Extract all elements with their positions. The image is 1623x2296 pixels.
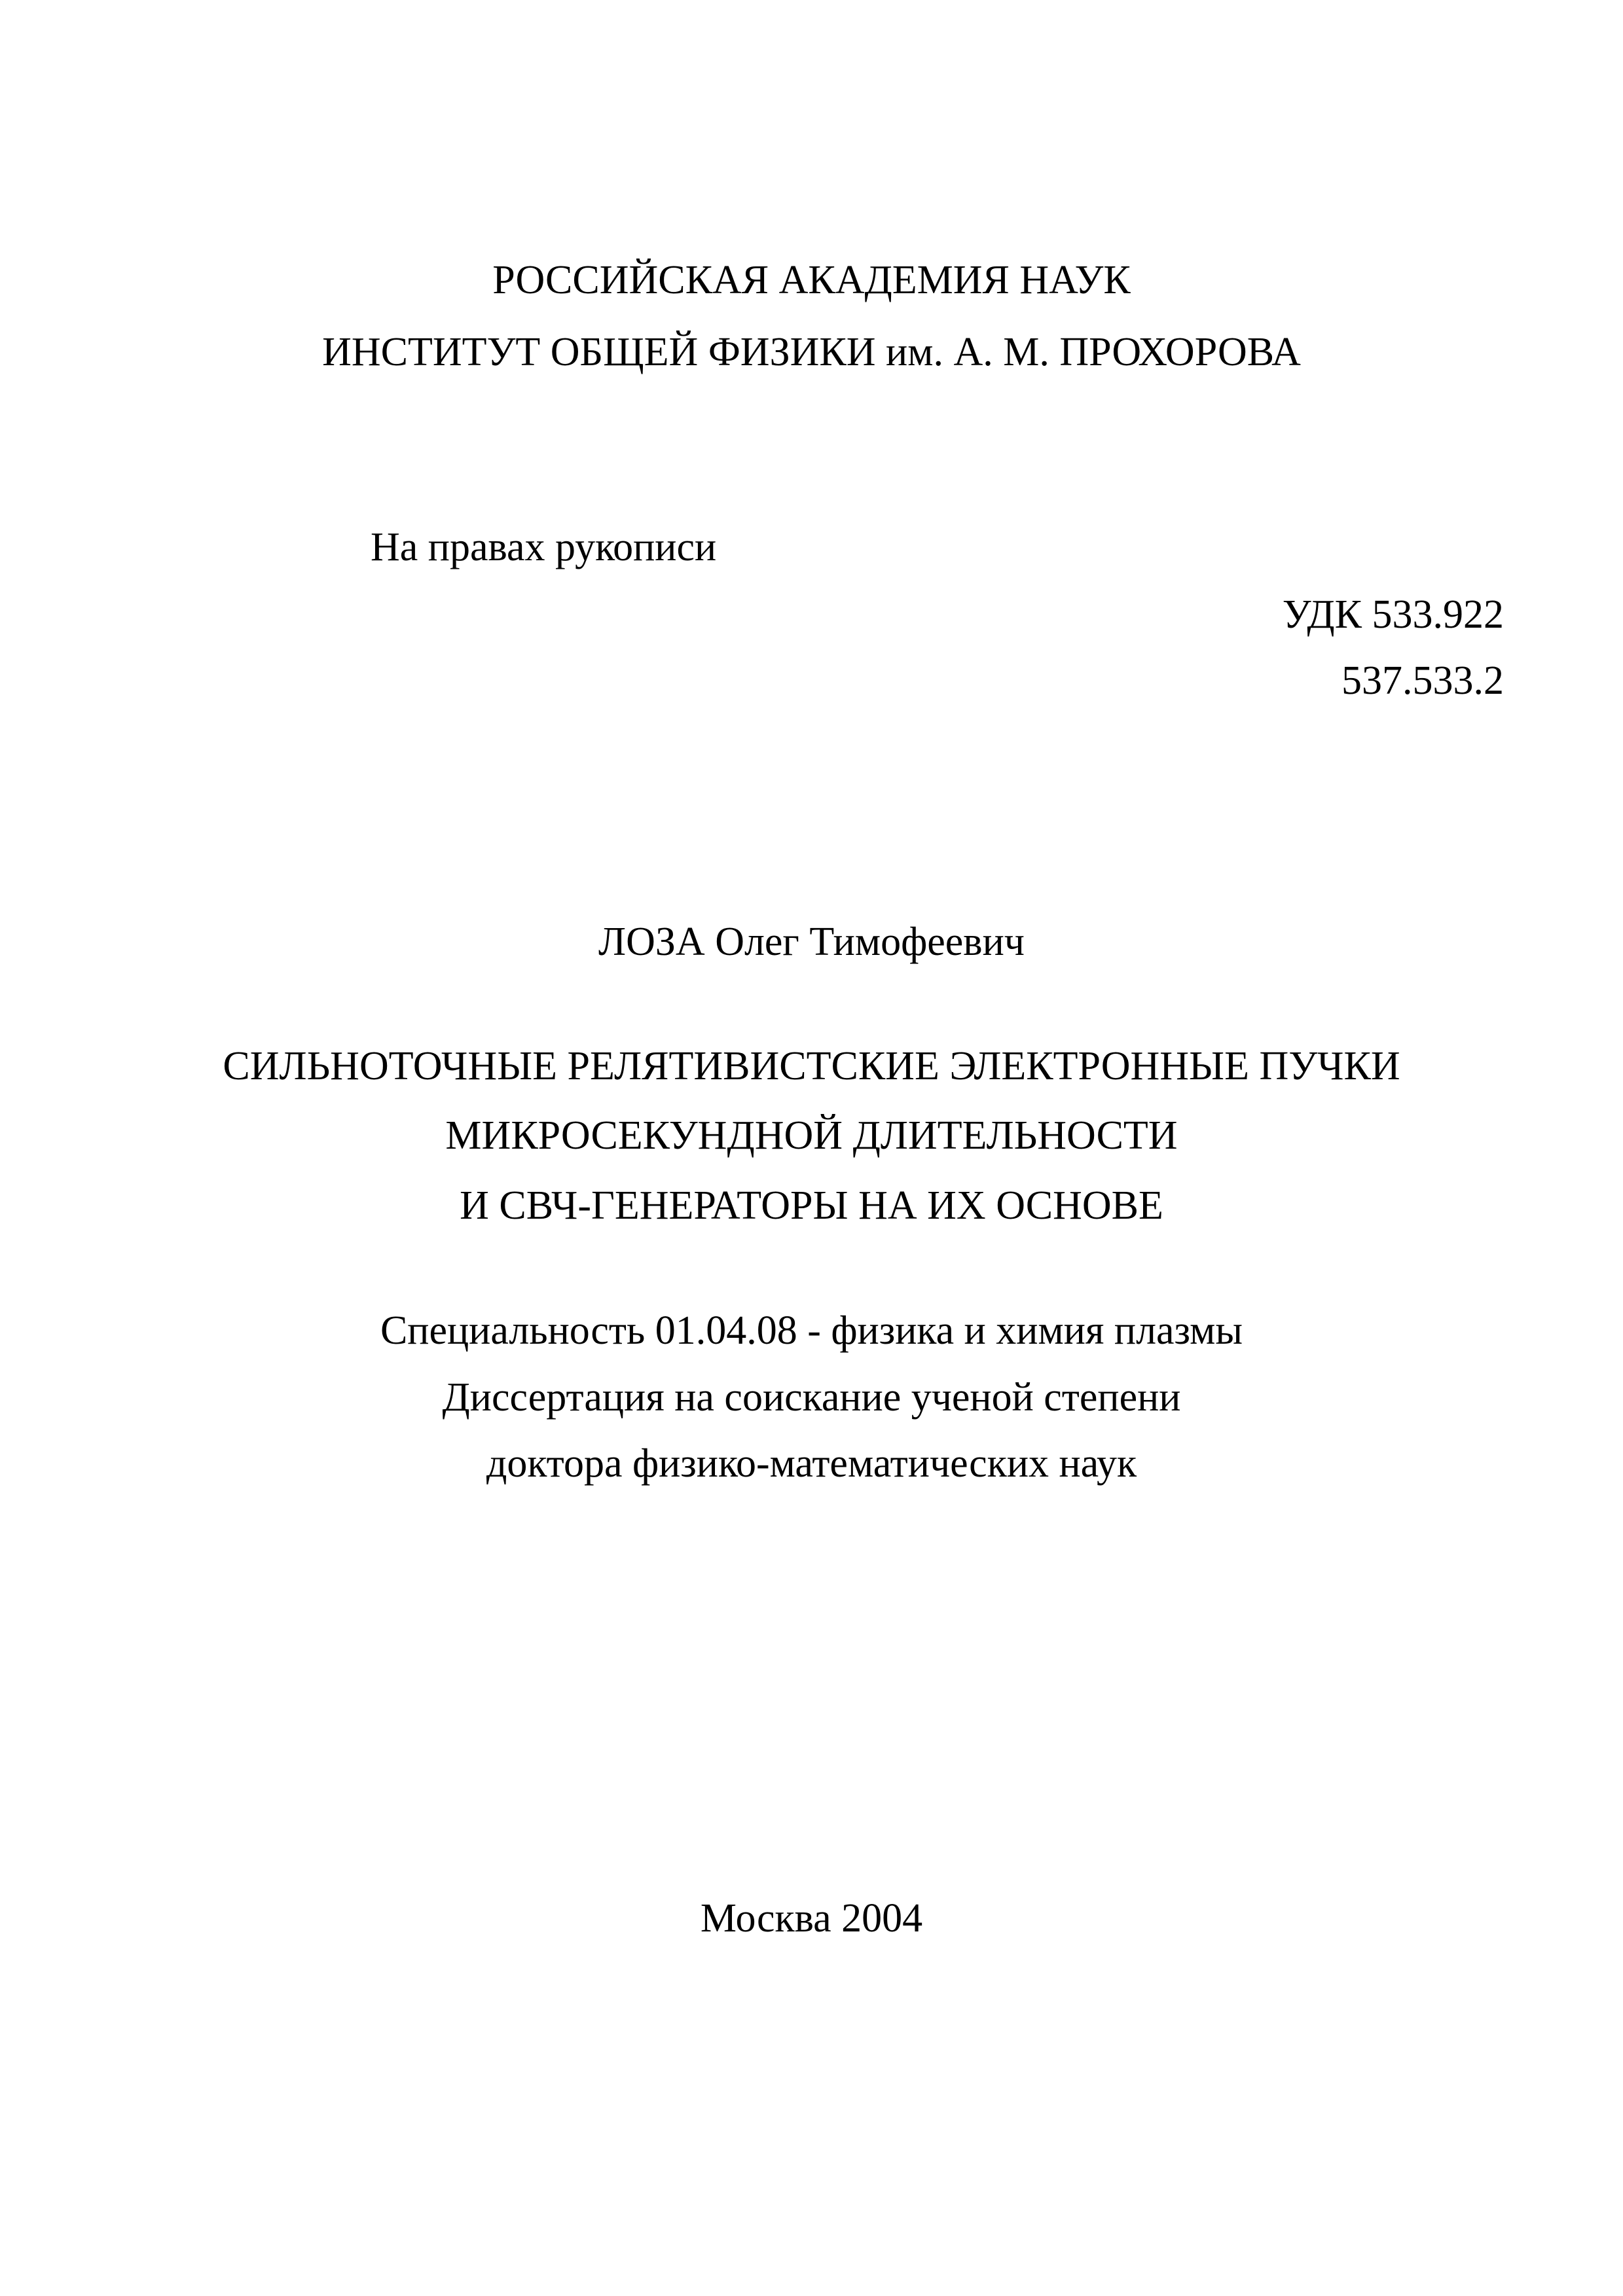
academy-name: РОССИЙСКАЯ АКАДЕМИЯ НАУК — [492, 258, 1131, 302]
manuscript-note: На правах рукописи — [371, 525, 717, 569]
title-line-2: МИКРОСЕКУНДНОЙ ДЛИТЕЛЬНОСТИ — [445, 1113, 1178, 1158]
specialty-line: Специальность 01.04.08 - физика и химия плазмы — [380, 1308, 1243, 1353]
udc-code-1: УДК 533.922 — [1282, 592, 1504, 637]
author-name: ЛОЗА Олег Тимофеевич — [598, 920, 1025, 964]
dissertation-line: Диссертация на соискание ученой степени — [442, 1375, 1181, 1420]
title-line-1: СИЛЬНОТОЧНЫЕ РЕЛЯТИВИСТСКИЕ ЭЛЕКТРОННЫЕ ПУЧКИ — [223, 1044, 1400, 1088]
udc-code-2: 537.533.2 — [1341, 658, 1504, 703]
degree-line: доктора физико-математических наук — [486, 1441, 1137, 1486]
institute-name: ИНСТИТУТ ОБЩЕЙ ФИЗИКИ им. А. М. ПРОХОРОВА — [322, 330, 1301, 374]
title-line-3: И СВЧ-ГЕНЕРАТОРЫ НА ИХ ОСНОВЕ — [460, 1183, 1163, 1228]
place-year: Москва 2004 — [700, 1896, 923, 1941]
